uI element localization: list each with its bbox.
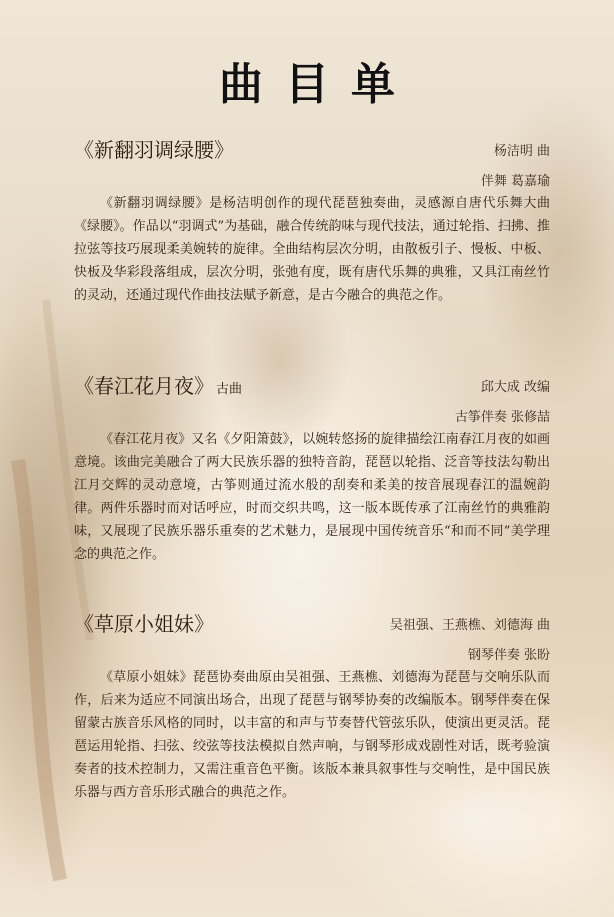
piece-title [74,134,236,163]
program-item-header [74,370,550,400]
piece-composer: 邱大成 改编 [480,380,550,395]
piece-tag: 古曲 [216,382,243,397]
piece-title-text: 《新翻羽调绿腰》 [74,138,234,162]
piece-title-text: 《春江花月夜》 [74,374,214,398]
piece-composer: 杨洁明 曲 [493,144,550,159]
piece-title [74,370,242,399]
program-item-3 [74,608,550,804]
piece-accompaniment: 钢琴伴奏 张盼 [467,648,550,663]
program-item-2 [74,370,550,566]
piece-description: 《新翻羽调绿腰》是杨洁明创作的现代琵琶独奏曲，灵感源自唐代乐舞大曲《绿腰》。作品以“羽调式”为基础，融合传统韵味与现代技法，通过轮指、扫拂、推拉弦等技巧展现柔美婉转的旋律。全曲结构层次分明，由散板引子、慢板、中板、快板及华彩段落组成，层次分明，张弛有度，既有唐代乐舞的典雅，又具江南丝竹的灵动，还通过现代作曲技法赋予新意，是古今融合的典范之作。 [74,196,550,303]
piece-title [74,608,216,637]
piece-description: 《草原小姐妹》琵琶协奏曲原由吴祖强、王燕樵、刘德海为琵琶与交响乐队而作，后来为适应不同演出场合，出现了琵琶与钢琴协奏的改编版本。钢琴伴奏在保留蒙古族音乐风格的同时，以丰富的和声与节奏替代管弦乐队，使演出更灵活。琵琶运用轮指、扫弦、绞弦等技法模拟自然声响，与钢琴形成戏剧性对话，既考验演奏者的技术控制力，又需注重音色平衡。该版本兼具叙事性与交响性，是中国民族乐器与西方音乐形式融合的典范之作。 [74,670,550,800]
program-item-1 [74,134,550,307]
piece-description: 《春江花月夜》又名《夕阳箫鼓》，以婉转悠扬的旋律描绘江南春江月夜的如画意境。该曲完美融合了两大民族乐器的独特音韵，琵琶以轮指、泛音等技法勾勒出江月交辉的灵动意境，古筝则通过流水般的刮奏和柔美的按音展现春江的温婉韵律。两件乐器时而对话呼应，时而交织共鸣，这一版本既传承了江南丝竹的典雅韵味，又展现了民族乐器乐重奏的艺术魅力，是展现中国传统音乐“和而不同”美学理念的典范之作。 [74,432,550,562]
piece-title-text: 《草原小姐妹》 [74,612,214,636]
piece-composer: 吴祖强、王燕樵、刘德海 曲 [389,618,550,633]
piece-accompaniment: 伴舞 葛嘉瑜 [480,174,550,189]
page-title: 曲目单 [219,59,417,110]
piece-accompaniment: 古筝伴奏 张修喆 [454,410,550,425]
program-item-header [74,608,550,638]
program-item-header [74,134,550,164]
